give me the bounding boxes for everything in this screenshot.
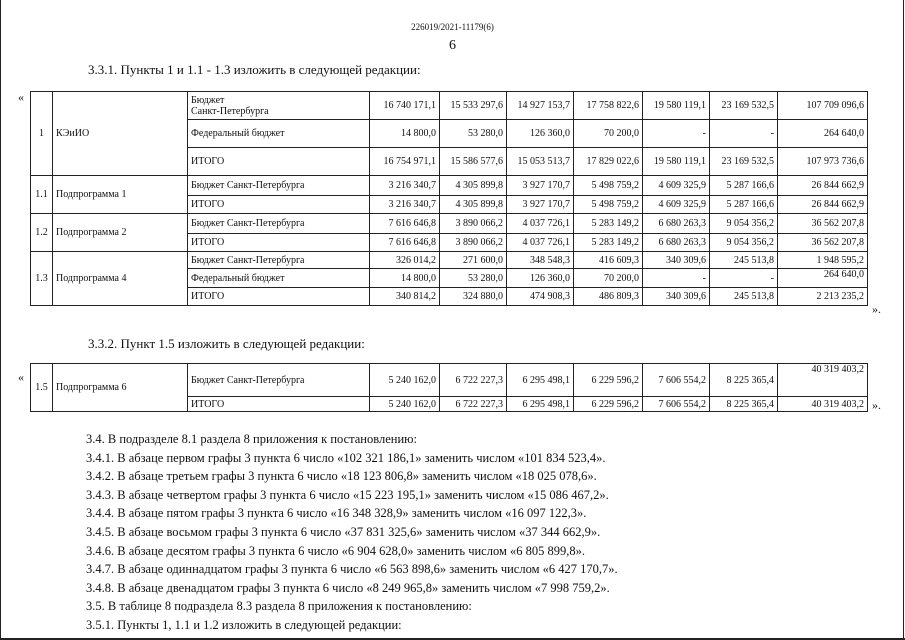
funding-source-label: Федеральный бюджет — [188, 269, 370, 288]
amendment-paragraph: 3.5. В таблице 8 подраздела 8.3 раздела 8 приложения к постановлению: — [86, 599, 472, 614]
value-cell: 340 814,2 — [370, 288, 440, 306]
value-cell: 9 054 356,2 — [710, 214, 778, 234]
value-cell: 6 680 263,3 — [643, 214, 710, 234]
value-cell: 3 216 340,7 — [370, 196, 440, 214]
value-cell: 107 973 736,6 — [778, 148, 868, 176]
value-cell: 271 600,0 — [440, 252, 507, 269]
value-cell: 53 280,0 — [440, 120, 507, 148]
value-cell: 126 360,0 — [507, 120, 574, 148]
program-name: Подпрограмма 1 — [53, 176, 188, 214]
value-cell: 5 287 166,6 — [710, 196, 778, 214]
value-cell: 326 014,2 — [370, 252, 440, 269]
value-cell: 7 606 554,2 — [643, 397, 710, 412]
close-quote: ». — [872, 302, 881, 316]
value-cell: 17 829 022,6 — [574, 148, 643, 176]
amendment-paragraph: 3.4.2. В абзаце третьем графы 3 пункта 6 число «18 123 806,8» заменить числом «18 025 078,6». — [86, 469, 597, 484]
amendment-paragraph: 3.4.4. В абзаце пятом графы 3 пункта 6 число «16 348 328,9» заменить числом «16 097 122,3». — [86, 506, 587, 521]
value-cell: 340 309,6 — [643, 252, 710, 269]
value-cell: - — [710, 120, 778, 148]
value-cell: 23 169 532,5 — [710, 148, 778, 176]
value-cell: 6 722 227,3 — [440, 397, 507, 412]
program-name: Подпрограмма 4 — [53, 252, 188, 306]
amendment-paragraph: 3.4.1. В абзаце первом графы 3 пункта 6 число «102 321 186,1» заменить числом «101 834 523,4». — [86, 450, 606, 465]
value-cell: 4 609 325,9 — [643, 176, 710, 196]
value-cell: 23 169 532,5 — [710, 92, 778, 120]
budget-table-main — [30, 91, 868, 306]
value-cell: 4 037 726,1 — [507, 234, 574, 252]
table-row — [31, 364, 868, 397]
section-heading-3-3-1: 3.3.1. Пункты 1 и 1.1 - 1.3 изложить в следующей редакции: — [88, 62, 421, 77]
value-cell: 15 586 577,6 — [440, 148, 507, 176]
amendment-paragraph: 3.4.6. В абзаце десятом графы 3 пункта 6 число «6 904 628,0» заменить числом «6 805 899,8». — [86, 543, 586, 558]
table-row — [31, 92, 868, 120]
value-cell: 19 580 119,1 — [643, 92, 710, 120]
funding-source-label: ИТОГО — [188, 288, 370, 306]
value-cell: 6 229 596,2 — [574, 397, 643, 412]
value-cell: 40 319 403,2 — [778, 364, 868, 397]
value-cell: 416 609,3 — [574, 252, 643, 269]
amendment-paragraphs — [86, 430, 618, 635]
value-cell: 324 880,0 — [440, 288, 507, 306]
amendment-paragraph: 3.4.8. В абзаце двенадцатом графы 3 пункта 6 число «8 249 965,8» заменить числом «7 998 759,2». — [86, 580, 610, 595]
amendment-paragraph: 3.4.3. В абзаце четвертом графы 3 пункта 6 число «15 223 195,1» заменить числом «15 086 467,2». — [86, 487, 609, 502]
value-cell: 6 295 498,1 — [507, 397, 574, 412]
funding-source-label: Бюджет Санкт-Петербурга — [188, 92, 370, 120]
value-cell: 14 800,0 — [370, 120, 440, 148]
funding-source-label: Федеральный бюджет — [188, 120, 370, 148]
open-quote: « — [18, 90, 24, 104]
value-cell: 3 890 066,2 — [440, 234, 507, 252]
value-cell: 40 319 403,2 — [778, 397, 868, 412]
value-cell: - — [643, 120, 710, 148]
value-cell: 5 283 149,2 — [574, 214, 643, 234]
value-cell: 1 948 595,2 — [778, 252, 868, 269]
value-cell: 6 722 227,3 — [440, 364, 507, 397]
value-cell: 486 809,3 — [574, 288, 643, 306]
funding-source-label: ИТОГО — [188, 148, 370, 176]
row-number: 1.5 — [31, 364, 53, 412]
value-cell: 3 927 170,7 — [507, 176, 574, 196]
funding-source-label: Бюджет Санкт-Петербурга — [188, 364, 370, 397]
value-cell: 107 709 096,6 — [778, 92, 868, 120]
value-cell: 264 640,0 — [778, 269, 868, 288]
table-row — [31, 214, 868, 234]
table-row — [31, 252, 868, 269]
value-cell: 15 533 297,6 — [440, 92, 507, 120]
value-cell: 36 562 207,8 — [778, 214, 868, 234]
value-cell: 348 548,3 — [507, 252, 574, 269]
value-cell: 7 616 646,8 — [370, 234, 440, 252]
value-cell: 9 054 356,2 — [710, 234, 778, 252]
value-cell: 8 225 365,4 — [710, 364, 778, 397]
amendment-paragraph: 3.4.7. В абзаце одиннадцатом графы 3 пункта 6 число «6 563 898,6» заменить числом «6 427 170,7». — [86, 562, 618, 577]
value-cell: 36 562 207,8 — [778, 234, 868, 252]
value-cell: 15 053 513,7 — [507, 148, 574, 176]
amendment-paragraph: 3.4. В подразделе 8.1 раздела 8 приложения к постановлению: — [86, 432, 417, 446]
amendment-paragraph: 3.4.5. В абзаце восьмом графы 3 пункта 6 число «37 831 325,6» заменить числом «37 344 662,9». — [86, 524, 601, 539]
value-cell: 70 200,0 — [574, 269, 643, 288]
value-cell: 2 213 235,2 — [778, 288, 868, 306]
value-cell: 6 229 596,2 — [574, 364, 643, 397]
row-number: 1 — [31, 92, 53, 176]
value-cell: - — [643, 269, 710, 288]
page-number: 6 — [449, 38, 456, 53]
value-cell: 16 740 171,1 — [370, 92, 440, 120]
value-cell: 4 305 899,8 — [440, 196, 507, 214]
funding-source-label: ИТОГО — [188, 397, 370, 412]
value-cell: 7 616 646,8 — [370, 214, 440, 234]
value-cell: 26 844 662,9 — [778, 196, 868, 214]
value-cell: - — [710, 269, 778, 288]
value-cell: 26 844 662,9 — [778, 176, 868, 196]
value-cell: 4 609 325,9 — [643, 196, 710, 214]
value-cell: 4 305 899,8 — [440, 176, 507, 196]
value-cell: 5 498 759,2 — [574, 196, 643, 214]
row-number: 1.3 — [31, 252, 53, 306]
value-cell: 4 037 726,1 — [507, 214, 574, 234]
document-number: 226019/2021-11179(6) — [411, 22, 494, 32]
value-cell: 8 225 365,4 — [710, 397, 778, 412]
program-name: Подпрограмма 2 — [53, 214, 188, 252]
page-border-left — [0, 0, 1, 640]
open-quote-2: « — [18, 370, 24, 384]
funding-source-label: Бюджет Санкт-Петербурга — [188, 214, 370, 234]
value-cell: 17 758 822,6 — [574, 92, 643, 120]
funding-source-label: Бюджет Санкт-Петербурга — [188, 252, 370, 269]
section-heading-3-3-2: 3.3.2. Пункт 1.5 изложить в следующей редакции: — [88, 336, 365, 351]
value-cell: 14 800,0 — [370, 269, 440, 288]
value-cell: 245 513,8 — [710, 288, 778, 306]
value-cell: 70 200,0 — [574, 120, 643, 148]
value-cell: 264 640,0 — [778, 120, 868, 148]
funding-source-label: ИТОГО — [188, 234, 370, 252]
value-cell: 474 908,3 — [507, 288, 574, 306]
amendment-paragraph: 3.5.1. Пункты 1, 1.1 и 1.2 изложить в следующей редакции: — [86, 617, 402, 632]
program-name: Подпрограмма 6 — [53, 364, 188, 412]
close-quote-2: ». — [872, 398, 881, 412]
program-name: КЭиИО — [53, 92, 188, 176]
row-number: 1.1 — [31, 176, 53, 214]
value-cell: 340 309,6 — [643, 288, 710, 306]
page-border-right — [903, 0, 904, 640]
funding-source-label: ИТОГО — [188, 196, 370, 214]
value-cell: 126 360,0 — [507, 269, 574, 288]
value-cell: 5 498 759,2 — [574, 176, 643, 196]
value-cell: 14 927 153,7 — [507, 92, 574, 120]
funding-source-label: Бюджет Санкт-Петербурга — [188, 176, 370, 196]
value-cell: 7 606 554,2 — [643, 364, 710, 397]
table-row — [31, 176, 868, 196]
value-cell: 5 240 162,0 — [370, 364, 440, 397]
value-cell: 5 283 149,2 — [574, 234, 643, 252]
value-cell: 6 295 498,1 — [507, 364, 574, 397]
value-cell: 6 680 263,3 — [643, 234, 710, 252]
value-cell: 16 754 971,1 — [370, 148, 440, 176]
budget-table-subprogram-6 — [30, 363, 868, 412]
value-cell: 53 280,0 — [440, 269, 507, 288]
value-cell: 245 513,8 — [710, 252, 778, 269]
value-cell: 19 580 119,1 — [643, 148, 710, 176]
row-number: 1.2 — [31, 214, 53, 252]
value-cell: 3 890 066,2 — [440, 214, 507, 234]
value-cell: 5 240 162,0 — [370, 397, 440, 412]
value-cell: 3 216 340,7 — [370, 176, 440, 196]
value-cell: 5 287 166,6 — [710, 176, 778, 196]
value-cell: 3 927 170,7 — [507, 196, 574, 214]
